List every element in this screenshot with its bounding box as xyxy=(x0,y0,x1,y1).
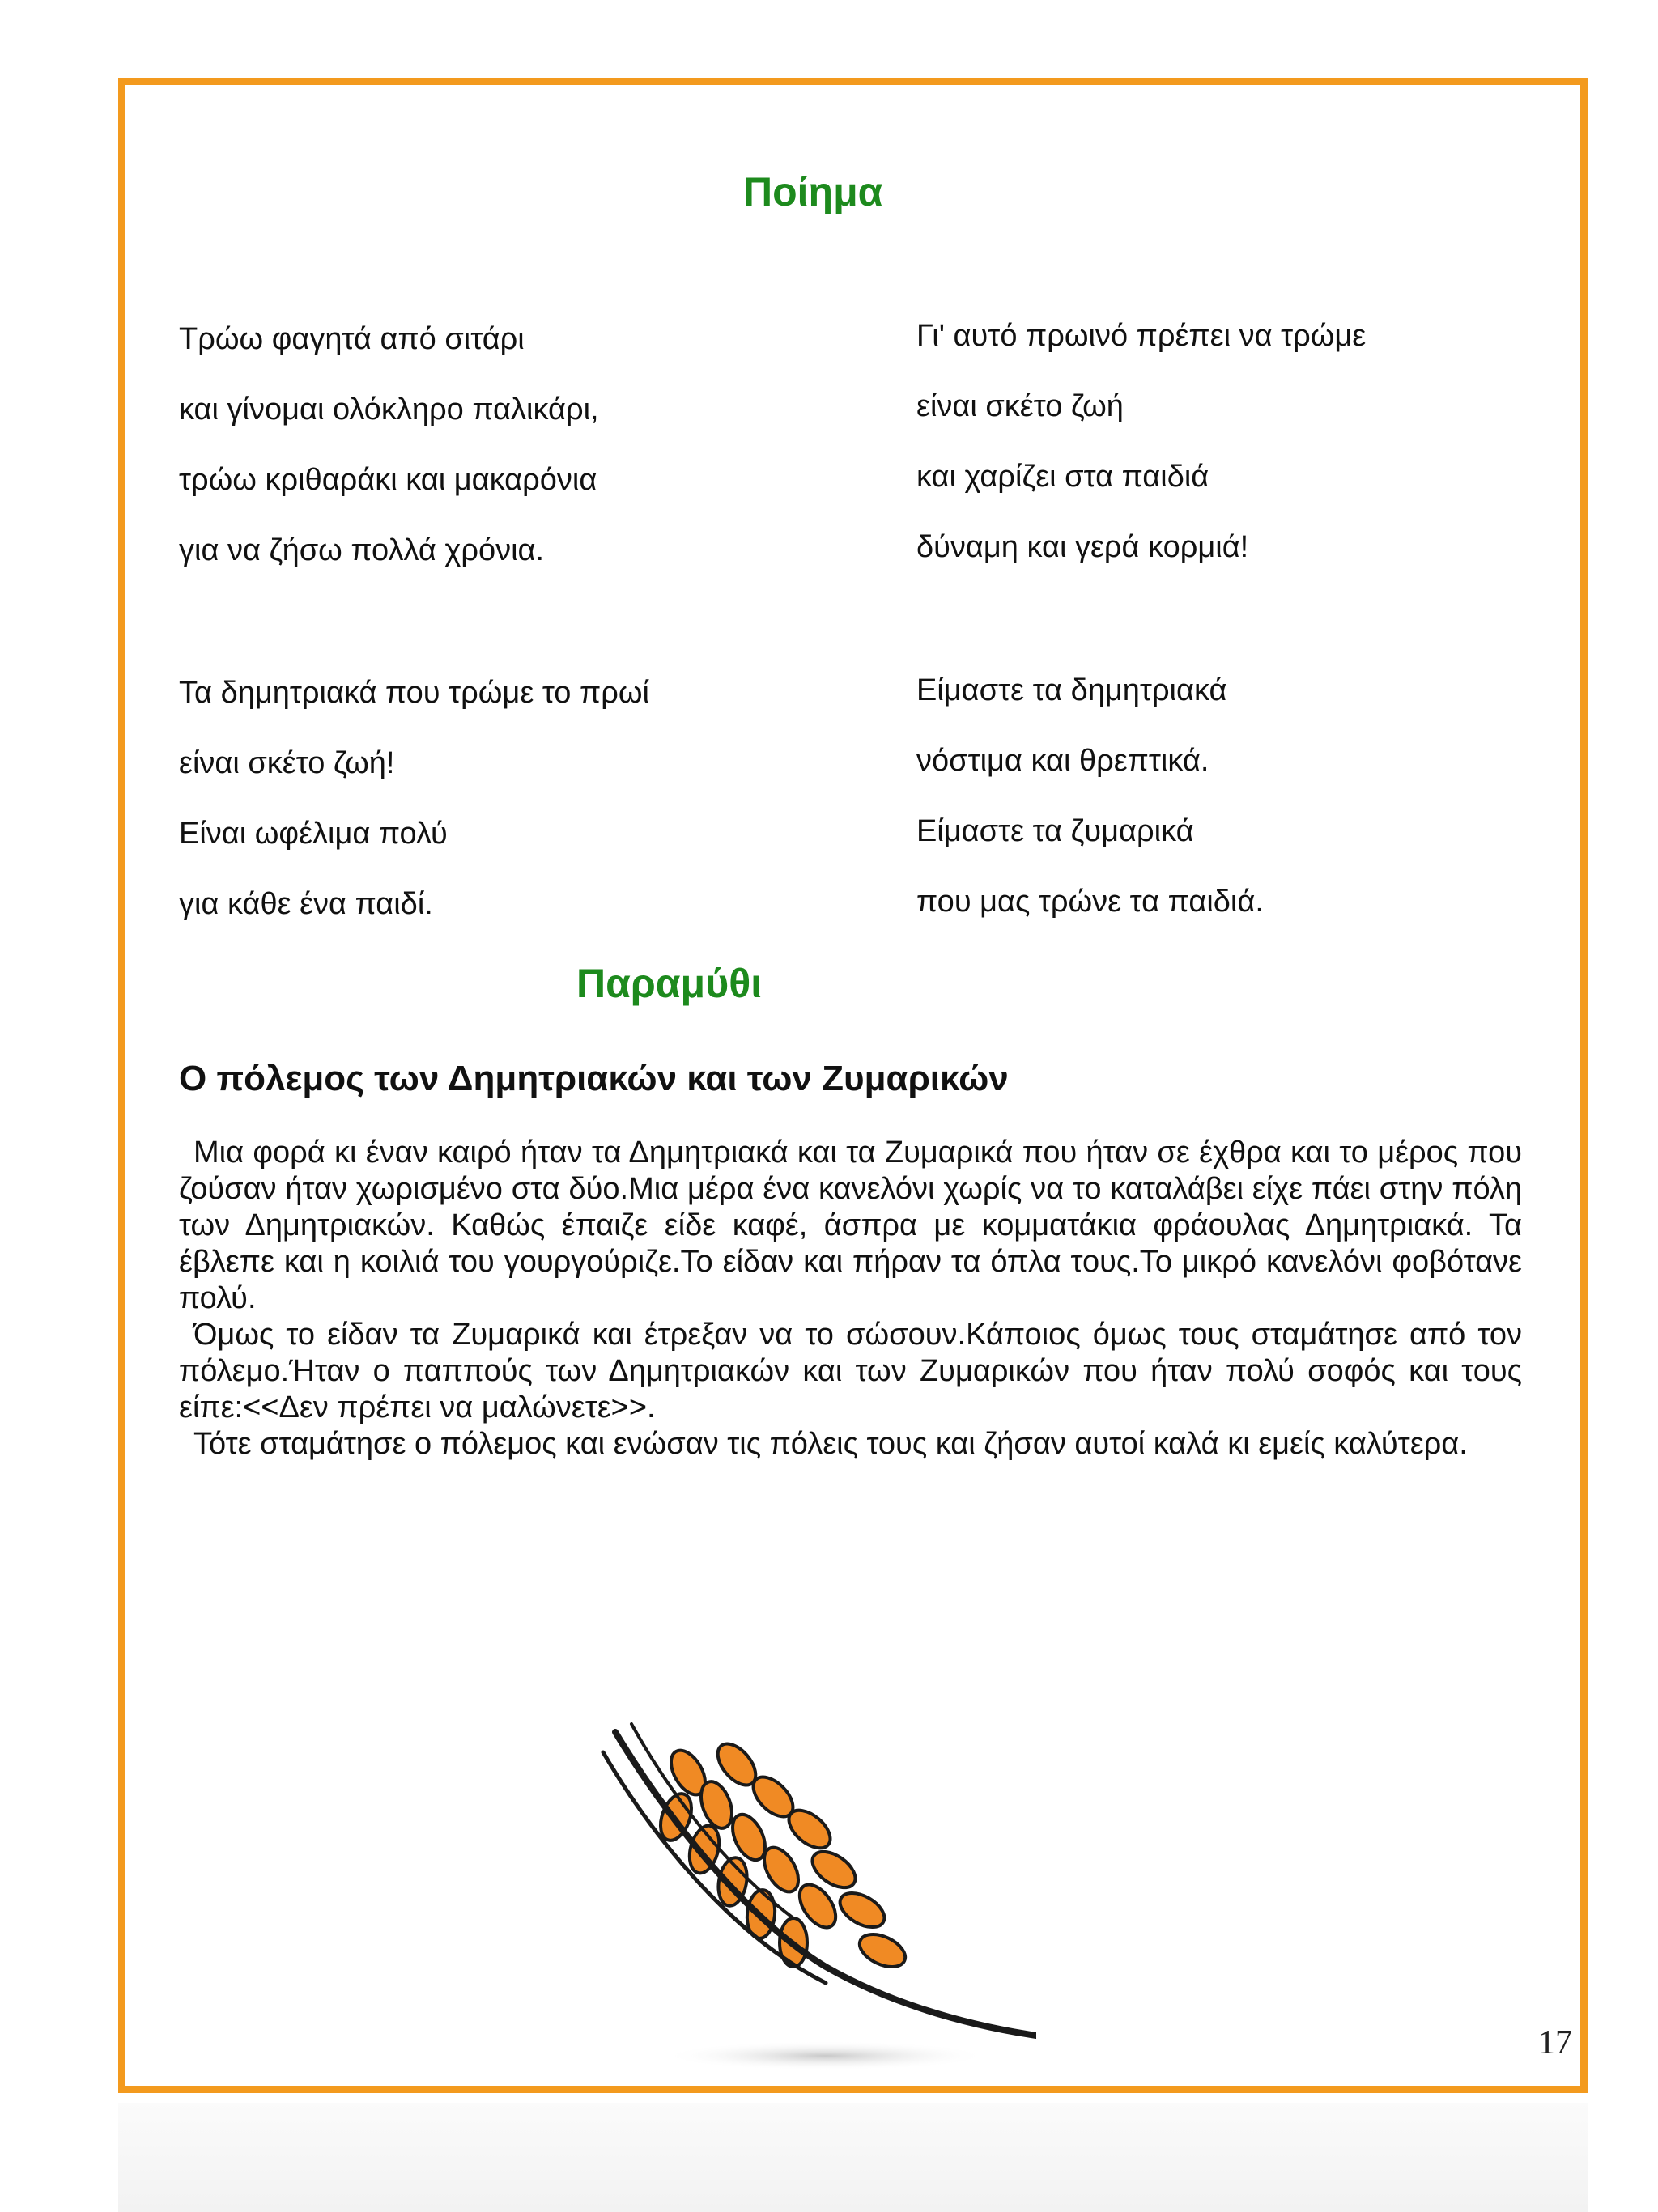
page-number: 17 xyxy=(1538,2024,1572,2061)
poem-stanza xyxy=(916,318,1366,600)
wheat-grain xyxy=(855,1928,911,1973)
poem-stanza xyxy=(179,321,599,603)
tale-title: Παραμύθι xyxy=(576,961,763,1006)
poem-line: για κάθε ένα παιδί. xyxy=(179,887,433,921)
poem-line: είναι σκέτο ζωή! xyxy=(179,746,395,780)
wheat-shadow xyxy=(664,2041,988,2070)
poem-line: που μας τρώνε τα παιδιά. xyxy=(916,885,1264,919)
poem-line: Είμαστε τα ζυμαρικά xyxy=(916,814,1194,848)
page-bottom-band xyxy=(118,2103,1588,2212)
wheat-grain xyxy=(835,1886,891,1934)
story-paragraph: Τότε σταμάτησε ο πόλεμος και ενώσαν τις πόλεις τους και ζήσαν αυτοί καλά κι εμείς καλύτερα. xyxy=(193,1427,1468,1461)
story-paragraph: Μια φορά κι έναν καιρό ήταν τα Δημητριακά και τα Ζυμαρικά που ήταν σε έχθρα και το μέρος που ζούσαν ήταν χωρισμένο στα δύο.Μια μέρα ένα κανελόνι χωρίς να το καταλάβει είχε πάει στην πόλη των Δημητριακών. Καθώς έπαιζε είδε καφέ, άσπρα με κομματάκια φράουλας Δημητριακά. Τα έβλεπε και η κοιλιά του γουργούριζε.Το είδαν και πήραν τα όπλα τους.Το μικρό κανελόνι φοβότανε πολύ. xyxy=(179,1136,1522,1315)
tale-story xyxy=(179,1135,1522,1463)
poem-line: τρώω κριθαράκι και μακαρόνια xyxy=(179,463,597,497)
story-paragraph: Όμως το είδαν τα Ζυμαρικά και έτρεξαν να το σώσουν.Κάποιος όμως τους σταμάτησε από τον πόλεμο.Ήταν ο παππούς των Δημητριακών και των Ζυμαρικών που ήταν πολύ σοφός και τους είπε:<<Δεν πρέπει να μαλώνετε>>. xyxy=(179,1318,1522,1424)
poem-stanza xyxy=(916,673,1264,954)
poem-line: Είμαστε τα δημητριακά xyxy=(916,673,1227,707)
poem-line: Γι' αυτό πρωινό πρέπει να τρώμε xyxy=(916,319,1367,353)
poem-line: για να ζήσω πολλά χρόνια. xyxy=(179,533,545,567)
poem-line: και χαρίζει στα παιδιά xyxy=(916,460,1209,494)
poem-line: Τα δημητριακά που τρώμε το πρωί xyxy=(179,676,649,710)
poem-line: Είναι ωφέλιμα πολύ xyxy=(179,817,448,851)
poem-stanza xyxy=(179,675,649,957)
tale-heading: Ο πόλεμος των Δημητριακών και των Ζυμαρικών xyxy=(179,1059,1009,1098)
poem-line: νόστιμα και θρεπτικά. xyxy=(916,744,1209,778)
poem-title: Ποίημα xyxy=(743,169,883,214)
wheat-ear-icon xyxy=(583,1675,1036,2080)
poem-line: και γίνομαι ολόκληρο παλικάρι, xyxy=(179,393,599,427)
poem-line: δύναμη και γερά κορμιά! xyxy=(916,530,1249,564)
poem-line: είναι σκέτο ζωή xyxy=(916,389,1124,423)
poem-line: Τρώω φαγητά από σιτάρι xyxy=(179,322,525,356)
